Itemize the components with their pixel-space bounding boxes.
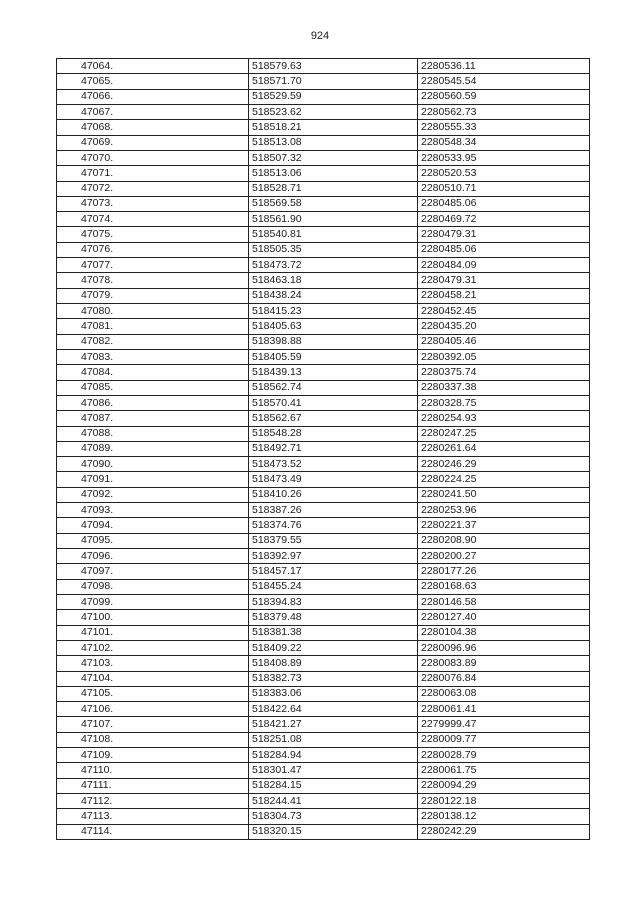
table-row [57,304,590,319]
point-number-cell: 47067. [57,104,249,119]
point-number-cell: 47075. [57,227,249,242]
table-row [57,181,590,196]
table-row [57,748,590,763]
y-coordinate-cell: 2280375.74 [418,365,590,380]
y-coordinate-cell: 2280485.06 [418,242,590,257]
x-coordinate-cell: 518562.67 [249,411,418,426]
table-row [57,625,590,640]
table-row [57,640,590,655]
x-coordinate-cell: 518505.35 [249,242,418,257]
x-coordinate-cell: 518408.89 [249,656,418,671]
x-coordinate-cell: 518421.27 [249,717,418,732]
table-row [57,809,590,824]
x-coordinate-cell: 518379.55 [249,533,418,548]
point-number-cell: 47088. [57,426,249,441]
point-number-cell: 47109. [57,748,249,763]
table-row [57,349,590,364]
table-row [57,656,590,671]
point-number-cell: 47074. [57,212,249,227]
point-number-cell: 47104. [57,671,249,686]
x-coordinate-cell: 518392.97 [249,549,418,564]
table-row [57,426,590,441]
table-row [57,411,590,426]
point-number-cell: 47099. [57,594,249,609]
x-coordinate-cell: 518398.88 [249,334,418,349]
table-row [57,166,590,181]
y-coordinate-cell: 2280469.72 [418,212,590,227]
point-number-cell: 47105. [57,686,249,701]
y-coordinate-cell: 2280435.20 [418,319,590,334]
y-coordinate-cell: 2280253.96 [418,503,590,518]
y-coordinate-cell: 2280083.89 [418,656,590,671]
x-coordinate-cell: 518463.18 [249,273,418,288]
y-coordinate-cell: 2280337.38 [418,380,590,395]
x-coordinate-cell: 518394.83 [249,594,418,609]
x-coordinate-cell: 518387.26 [249,503,418,518]
coordinates-table-body [57,59,590,840]
x-coordinate-cell: 518284.15 [249,778,418,793]
y-coordinate-cell: 2280458.21 [418,288,590,303]
point-number-cell: 47072. [57,181,249,196]
x-coordinate-cell: 518529.59 [249,89,418,104]
point-number-cell: 47071. [57,166,249,181]
x-coordinate-cell: 518374.76 [249,518,418,533]
y-coordinate-cell: 2280479.31 [418,227,590,242]
y-coordinate-cell: 2280562.73 [418,104,590,119]
point-number-cell: 47079. [57,288,249,303]
point-number-cell: 47081. [57,319,249,334]
table-row [57,518,590,533]
y-coordinate-cell: 2280104.38 [418,625,590,640]
table-row [57,671,590,686]
table-row [57,59,590,74]
point-number-cell: 47065. [57,74,249,89]
x-coordinate-cell: 518562.74 [249,380,418,395]
point-number-cell: 47112. [57,794,249,809]
y-coordinate-cell: 2280452.45 [418,304,590,319]
x-coordinate-cell: 518422.64 [249,702,418,717]
x-coordinate-cell: 518570.41 [249,395,418,410]
table-row [57,594,590,609]
point-number-cell: 47080. [57,304,249,319]
y-coordinate-cell: 2280138.12 [418,809,590,824]
table-row [57,702,590,717]
x-coordinate-cell: 518518.21 [249,120,418,135]
x-coordinate-cell: 518410.26 [249,487,418,502]
table-row [57,457,590,472]
x-coordinate-cell: 518561.90 [249,212,418,227]
point-number-cell: 47076. [57,242,249,257]
x-coordinate-cell: 518473.49 [249,472,418,487]
point-number-cell: 47066. [57,89,249,104]
table-row [57,441,590,456]
point-number-cell: 47069. [57,135,249,150]
point-number-cell: 47093. [57,503,249,518]
x-coordinate-cell: 518513.08 [249,135,418,150]
x-coordinate-cell: 518548.28 [249,426,418,441]
point-number-cell: 47098. [57,579,249,594]
x-coordinate-cell: 518244.41 [249,794,418,809]
x-coordinate-cell: 518513.06 [249,166,418,181]
point-number-cell: 47087. [57,411,249,426]
table-row [57,89,590,104]
y-coordinate-cell: 2280127.40 [418,610,590,625]
point-number-cell: 47106. [57,702,249,717]
y-coordinate-cell: 2280560.59 [418,89,590,104]
table-row [57,717,590,732]
y-coordinate-cell: 2280520.53 [418,166,590,181]
point-number-cell: 47096. [57,549,249,564]
table-row [57,380,590,395]
y-coordinate-cell: 2280009.77 [418,732,590,747]
table-row [57,334,590,349]
point-number-cell: 47089. [57,441,249,456]
x-coordinate-cell: 518569.58 [249,196,418,211]
table-row [57,579,590,594]
x-coordinate-cell: 518415.23 [249,304,418,319]
table-row [57,395,590,410]
x-coordinate-cell: 518301.47 [249,763,418,778]
point-number-cell: 47095. [57,533,249,548]
point-number-cell: 47107. [57,717,249,732]
x-coordinate-cell: 518571.70 [249,74,418,89]
x-coordinate-cell: 518457.17 [249,564,418,579]
x-coordinate-cell: 518492.71 [249,441,418,456]
y-coordinate-cell: 2280168.63 [418,579,590,594]
y-coordinate-cell: 2280533.95 [418,150,590,165]
y-coordinate-cell: 2280392.05 [418,349,590,364]
point-number-cell: 47110. [57,763,249,778]
table-row [57,503,590,518]
table-row [57,686,590,701]
table-row [57,273,590,288]
point-number-cell: 47073. [57,196,249,211]
y-coordinate-cell: 2280177.26 [418,564,590,579]
y-coordinate-cell: 2280200.27 [418,549,590,564]
point-number-cell: 47083. [57,349,249,364]
table-row [57,732,590,747]
x-coordinate-cell: 518473.72 [249,258,418,273]
table-row [57,763,590,778]
point-number-cell: 47090. [57,457,249,472]
y-coordinate-cell: 2280548.34 [418,135,590,150]
y-coordinate-cell: 2280224.25 [418,472,590,487]
table-row [57,258,590,273]
point-number-cell: 47103. [57,656,249,671]
y-coordinate-cell: 2280094.29 [418,778,590,793]
point-number-cell: 47094. [57,518,249,533]
x-coordinate-cell: 518381.38 [249,625,418,640]
y-coordinate-cell: 2280247.25 [418,426,590,441]
y-coordinate-cell: 2280328.75 [418,395,590,410]
x-coordinate-cell: 518320.15 [249,824,418,839]
y-coordinate-cell: 2280555.33 [418,120,590,135]
x-coordinate-cell: 518405.59 [249,349,418,364]
table-row [57,150,590,165]
point-number-cell: 47091. [57,472,249,487]
point-number-cell: 47070. [57,150,249,165]
y-coordinate-cell: 2280242.29 [418,824,590,839]
y-coordinate-cell: 2280510.71 [418,181,590,196]
point-number-cell: 47100. [57,610,249,625]
point-number-cell: 47102. [57,640,249,655]
x-coordinate-cell: 518438.24 [249,288,418,303]
x-coordinate-cell: 518284.94 [249,748,418,763]
y-coordinate-cell: 2280208.90 [418,533,590,548]
point-number-cell: 47078. [57,273,249,288]
y-coordinate-cell: 2280241.50 [418,487,590,502]
x-coordinate-cell: 518382.73 [249,671,418,686]
point-number-cell: 47113. [57,809,249,824]
x-coordinate-cell: 518507.32 [249,150,418,165]
x-coordinate-cell: 518304.73 [249,809,418,824]
point-number-cell: 47108. [57,732,249,747]
table-row [57,319,590,334]
x-coordinate-cell: 518523.62 [249,104,418,119]
point-number-cell: 47085. [57,380,249,395]
y-coordinate-cell: 2280545.54 [418,74,590,89]
x-coordinate-cell: 518405.63 [249,319,418,334]
y-coordinate-cell: 2280254.93 [418,411,590,426]
table-row [57,120,590,135]
y-coordinate-cell: 2280122.18 [418,794,590,809]
y-coordinate-cell: 2280221.37 [418,518,590,533]
table-row [57,778,590,793]
point-number-cell: 47082. [57,334,249,349]
table-row [57,610,590,625]
y-coordinate-cell: 2280146.58 [418,594,590,609]
point-number-cell: 47111. [57,778,249,793]
y-coordinate-cell: 2280063.08 [418,686,590,701]
table-row [57,227,590,242]
x-coordinate-cell: 518383.06 [249,686,418,701]
y-coordinate-cell: 2280484.09 [418,258,590,273]
table-row [57,212,590,227]
table-row [57,549,590,564]
point-number-cell: 47097. [57,564,249,579]
point-number-cell: 47068. [57,120,249,135]
table-row [57,196,590,211]
x-coordinate-cell: 518455.24 [249,579,418,594]
table-row [57,564,590,579]
point-number-cell: 47114. [57,824,249,839]
point-number-cell: 47092. [57,487,249,502]
x-coordinate-cell: 518528.71 [249,181,418,196]
y-coordinate-cell: 2280028.79 [418,748,590,763]
point-number-cell: 47077. [57,258,249,273]
x-coordinate-cell: 518540.81 [249,227,418,242]
page-number: 924 [310,30,330,42]
x-coordinate-cell: 518473.52 [249,457,418,472]
table-row [57,472,590,487]
table-row [57,824,590,839]
point-number-cell: 47084. [57,365,249,380]
table-row [57,74,590,89]
y-coordinate-cell: 2280405.46 [418,334,590,349]
y-coordinate-cell: 2280479.31 [418,273,590,288]
table-row [57,794,590,809]
x-coordinate-cell: 518579.63 [249,59,418,74]
x-coordinate-cell: 518251.08 [249,732,418,747]
y-coordinate-cell: 2280061.41 [418,702,590,717]
coordinates-table [56,58,590,840]
y-coordinate-cell: 2280096.96 [418,640,590,655]
y-coordinate-cell: 2280261.64 [418,441,590,456]
table-row [57,135,590,150]
x-coordinate-cell: 518439.13 [249,365,418,380]
table-row [57,104,590,119]
y-coordinate-cell: 2279999.47 [418,717,590,732]
y-coordinate-cell: 2280061.75 [418,763,590,778]
point-number-cell: 47064. [57,59,249,74]
table-row [57,242,590,257]
point-number-cell: 47101. [57,625,249,640]
x-coordinate-cell: 518379.48 [249,610,418,625]
x-coordinate-cell: 518409.22 [249,640,418,655]
point-number-cell: 47086. [57,395,249,410]
y-coordinate-cell: 2280246.29 [418,457,590,472]
table-row [57,288,590,303]
table-row [57,533,590,548]
y-coordinate-cell: 2280076.84 [418,671,590,686]
y-coordinate-cell: 2280536.11 [418,59,590,74]
table-row [57,487,590,502]
y-coordinate-cell: 2280485.06 [418,196,590,211]
table-row [57,365,590,380]
